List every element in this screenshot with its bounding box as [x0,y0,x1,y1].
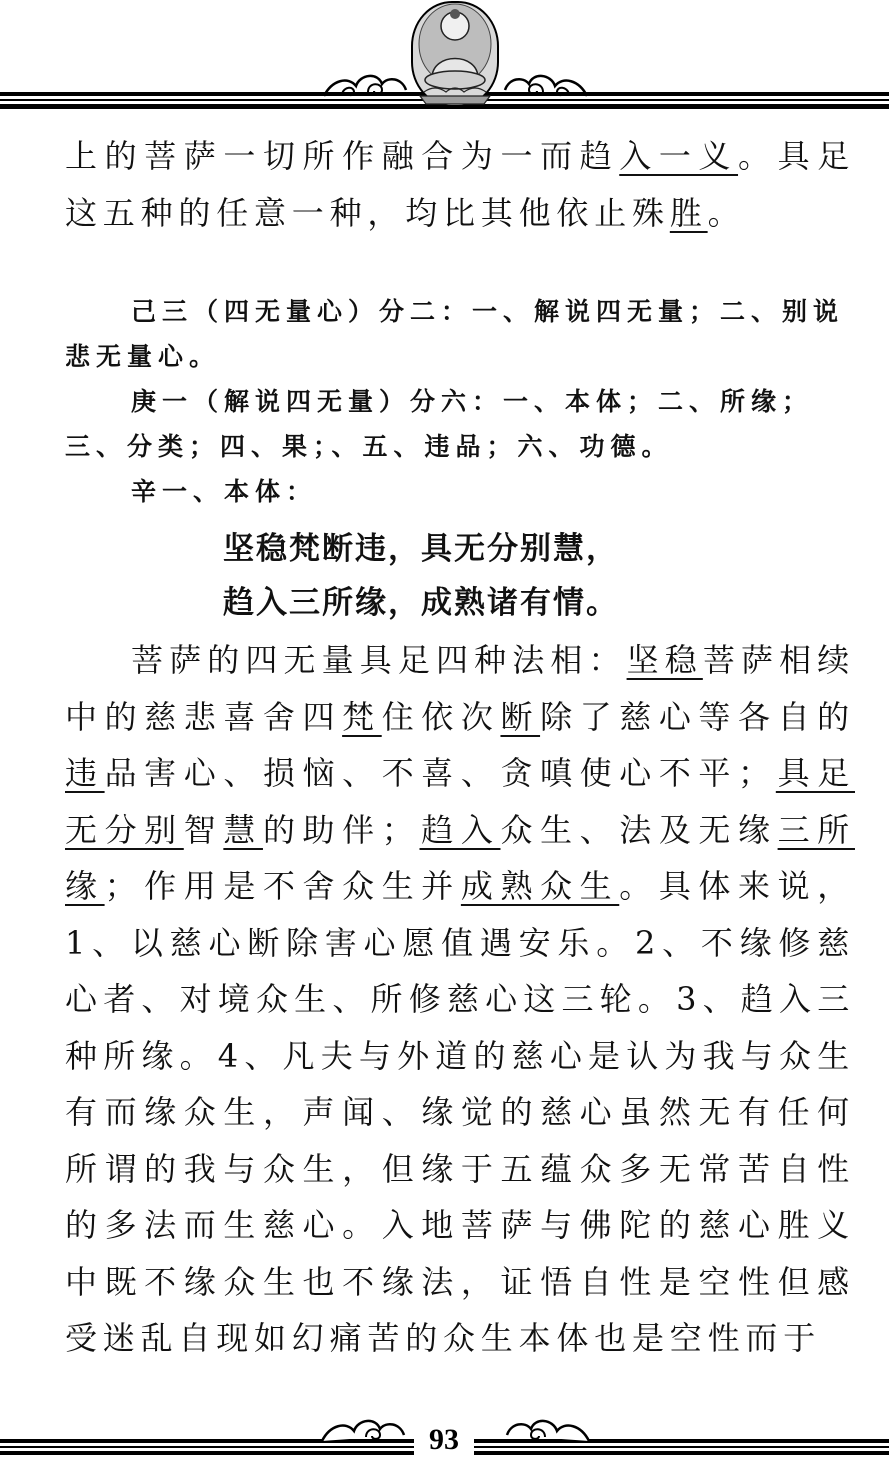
text-run: 智 [183,810,224,849]
underlined-term: 违 [65,754,105,792]
footer-cloud-right-icon [505,1415,591,1445]
underlined-term: 胜 [669,193,708,232]
text-run: 上的菩萨一切所作融合为一而趋 [65,137,620,175]
underlined-term: 具足无分别 [65,754,855,849]
outline-heading-xin-yi: 辛一、本体： [131,477,318,506]
buddha-icon [410,0,500,110]
commentary-paragraph [65,632,855,1367]
verse-line-1: 坚稳梵断违，具无分别慧， [223,531,619,567]
underlined-term: 梵 [342,697,382,736]
text-run: 。具足这五种的任意一种，均比其他依止殊 [65,137,856,232]
underlined-term: 慧 [223,810,263,849]
text-run: 。 [707,193,746,232]
underlined-term: 断 [500,697,541,736]
text-run: 菩萨相续中的慈悲喜舍四 [65,641,855,736]
cloud-ornament-right-icon [503,70,589,100]
text-run: 。具体来说，1、以慈心断除害心愿值遇安乐。2、不缘修慈心者、对境众生、所修慈心这三轮。3、趋入三种所缘。4、凡夫与外道的慈心是认为我与众生有而缘众生，声闻、缘觉的慈心虽然无有任何所谓的我与众生，但缘于五蕴众多无常苦自性的多法而生慈心。入地菩萨与佛陀的慈心胜义中既不缘众生也不缘法，证悟自性是空性但感受迷乱自现如幻痛苦的众生本体也是空性而于 [65,867,855,1357]
page-content [65,128,855,1367]
text-run: 的助伴； [262,810,420,849]
paragraph-continuation [65,128,855,241]
text-run: 众生、法及无缘 [500,810,778,849]
text-run: 除了慈心等各自的 [540,697,855,736]
text-run: 品害心、损恼、不喜、贪嗔使心不平； [104,754,776,792]
underlined-term: 坚稳 [626,641,703,679]
text-run: ；作用是不舍众生并 [104,867,461,905]
outline-heading-geng-yi: 庚一（解说四无量）分六：一、本体；二、所缘；三、分类；四、果；、五、违品；六、功德。 [65,387,814,461]
outline-heading-ji-san: 己三（四无量心）分二：一、解说四无量；二、别说悲无量心。 [65,297,845,371]
text-run: 菩萨的四无量具足四种法相： [131,641,627,679]
underlined-term: 三所缘 [65,810,855,905]
footer-cloud-left-icon [320,1415,406,1445]
verse-line-2: 趋入三所缘，成熟诸有情。 [223,585,619,621]
page-number: 93 [414,1420,474,1460]
page-header [0,0,889,112]
underlined-term: 入一义 [619,137,739,175]
text-run: 住依次 [381,697,501,736]
page-footer [0,1405,889,1467]
cloud-ornament-left-icon [322,70,408,100]
underlined-term: 趋入 [419,810,501,849]
underlined-term: 成熟众生 [460,867,620,905]
